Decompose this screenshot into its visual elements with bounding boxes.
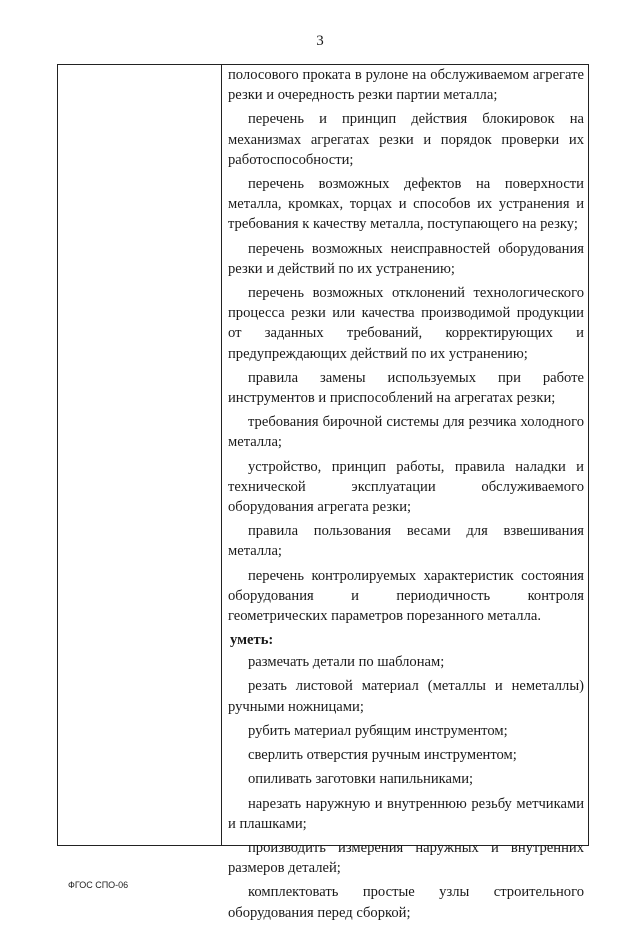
skill-item: рубить материал рубящим инструментом; [248, 722, 508, 739]
knowledge-item: перечень возможных неисправностей оборудования резки и действий по их устранению; [228, 240, 584, 277]
knowledge-item: перечень возможных отклонений технологического процесса резки или качества производимой продукции от заданных требований, корректирующих и предупреждающих действий по их устранению; [228, 285, 584, 362]
knowledge-item: перечень контролируемых характеристик состояния оборудования и периодичность контроля геометрических параметров порезанного металла. [228, 567, 584, 625]
knowledge-item: полосового проката в рулоне на обслуживаемом агрегате резки и очередность резки партии металла; [228, 67, 584, 104]
skill-item: комплектовать простые узлы строительного оборудования перед сборкой; [228, 884, 584, 921]
footer-code: ФГОС СПО-06 [68, 880, 129, 890]
skill-item: нарезать наружную и внутреннюю резьбу метчиками и плашками; [228, 795, 584, 832]
knowledge-item: требования бирочной системы для резчика холодного металла; [228, 414, 584, 451]
knowledge-item: правила замены используемых при работе инструментов и приспособлений на агрегатах резки; [228, 369, 584, 407]
knowledge-item: перечень и принцип действия блокировок на механизмах агрегатах резки и порядок проверки их работоспособности; [228, 111, 584, 168]
skills-list [228, 652, 584, 922]
skill-item: производить измерения наружных и внутренних размеров деталей; [228, 839, 584, 877]
skill-item: опиливать заготовки напильниками; [248, 771, 474, 788]
column-divider [221, 65, 222, 845]
skill-item: резать листовой материал (металлы и неметаллы) ручными ножницами; [228, 678, 584, 715]
skills-heading: уметь: [230, 632, 274, 649]
knowledge-list [228, 65, 584, 626]
skill-item: сверлить отверстия ручным инструментом; [248, 747, 517, 764]
knowledge-item: перечень возможных дефектов на поверхности металла, кромках, торцах и способов их устранения и требования к качеству металла, поступающего на резку; [228, 176, 584, 233]
knowledge-item: устройство, принцип работы, правила наладки и технической эксплуатации обслуживаемого оборудования агрегата резки; [228, 458, 584, 516]
requirements-cell [228, 65, 584, 927]
page-number: 3 [316, 33, 324, 49]
skill-item: размечать детали по шаблонам; [248, 654, 445, 671]
knowledge-item: правила пользования весами для взвешивания металла; [228, 523, 584, 560]
